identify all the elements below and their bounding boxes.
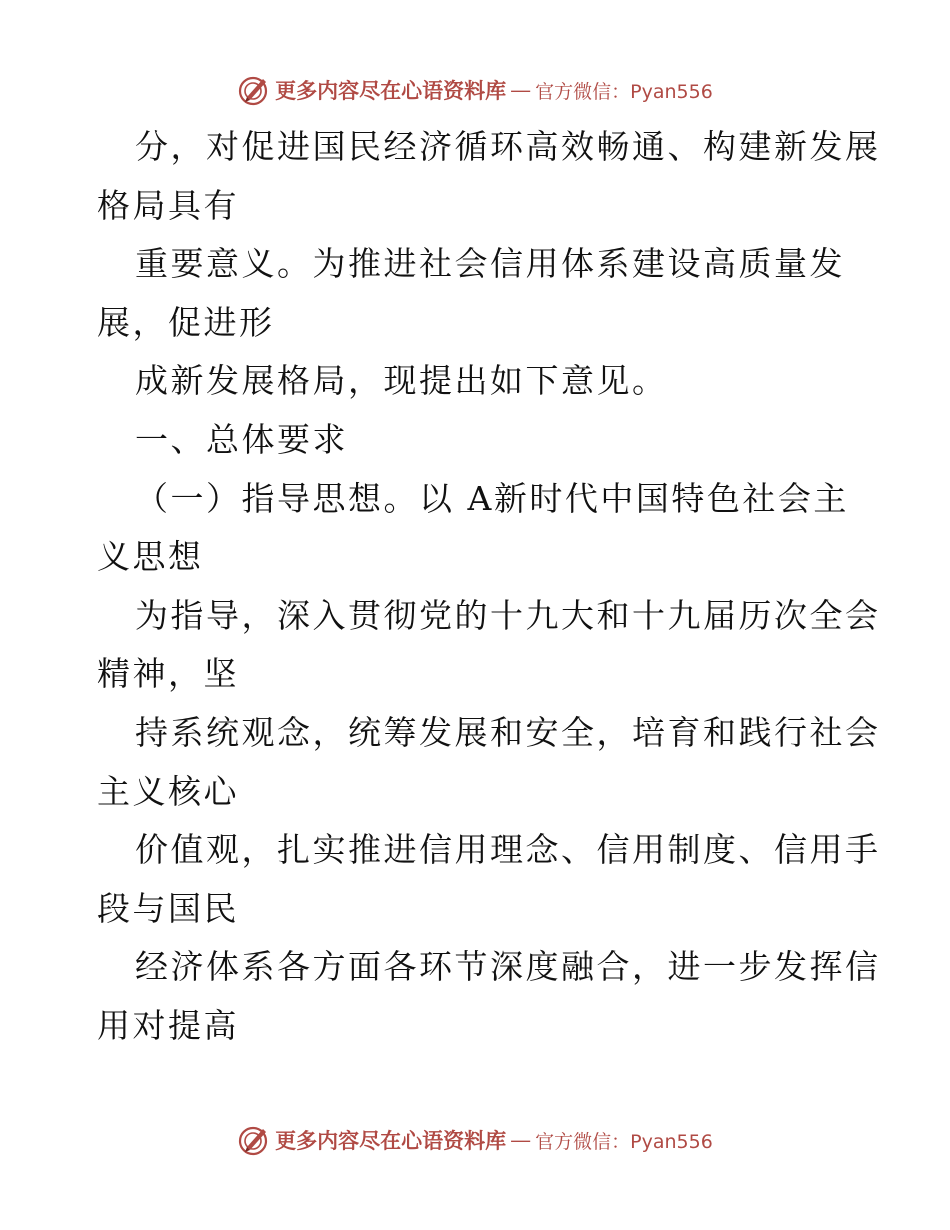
banner-wechat-info: 官方微信：Pyan556 — [535, 1130, 713, 1153]
banner-site-name: 更多内容尽在心语资料库 — [275, 78, 507, 103]
header-banner-content — [237, 73, 713, 107]
body-text-line: 经济体系各方面各环节深度融合，进一步发挥信 — [135, 947, 881, 987]
body-text-line: 为指导，深入贯彻党的十九大和十九届历次全会 — [135, 595, 881, 635]
banner-site-name: 更多内容尽在心语资料库 — [275, 1128, 507, 1153]
pen-logo-icon — [237, 1123, 271, 1157]
body-text-line: 用对提高 — [97, 1005, 239, 1045]
body-text-line: 段与国民 — [97, 888, 239, 928]
banner-separator: — — [510, 78, 532, 102]
body-text-line: 重要意义。为推进社会信用体系建设高质量发 — [135, 244, 845, 284]
body-text-line: （一）指导思想。以 A新时代中国特色社会主 — [135, 478, 849, 518]
body-text-line: 义思想 — [97, 537, 204, 577]
pen-logo-icon — [237, 73, 271, 107]
header-banner — [0, 70, 950, 110]
body-text-line: 持系统观念，统筹发展和安全，培育和践行社会 — [135, 712, 881, 752]
body-text-line: 一、总体要求 — [135, 419, 348, 459]
footer-banner-content — [237, 1123, 713, 1157]
body-text-line: 价值观，扎实推进信用理念、信用制度、信用手 — [135, 830, 881, 870]
body-text-line: 展，促进形 — [97, 302, 275, 342]
body-text-line: 分，对促进国民经济循环高效畅通、构建新发展 — [135, 127, 881, 166]
banner-separator: — — [510, 1128, 532, 1152]
body-text-line: 格局具有 — [97, 185, 239, 225]
body-text-line: 成新发展格局，现提出如下意见。 — [135, 361, 668, 401]
body-text-line: 精神，坚 — [97, 654, 239, 694]
document-body — [97, 118, 881, 1056]
footer-banner — [0, 1120, 950, 1160]
banner-wechat-info: 官方微信：Pyan556 — [535, 80, 713, 103]
body-text-line: 主义核心 — [97, 771, 239, 811]
